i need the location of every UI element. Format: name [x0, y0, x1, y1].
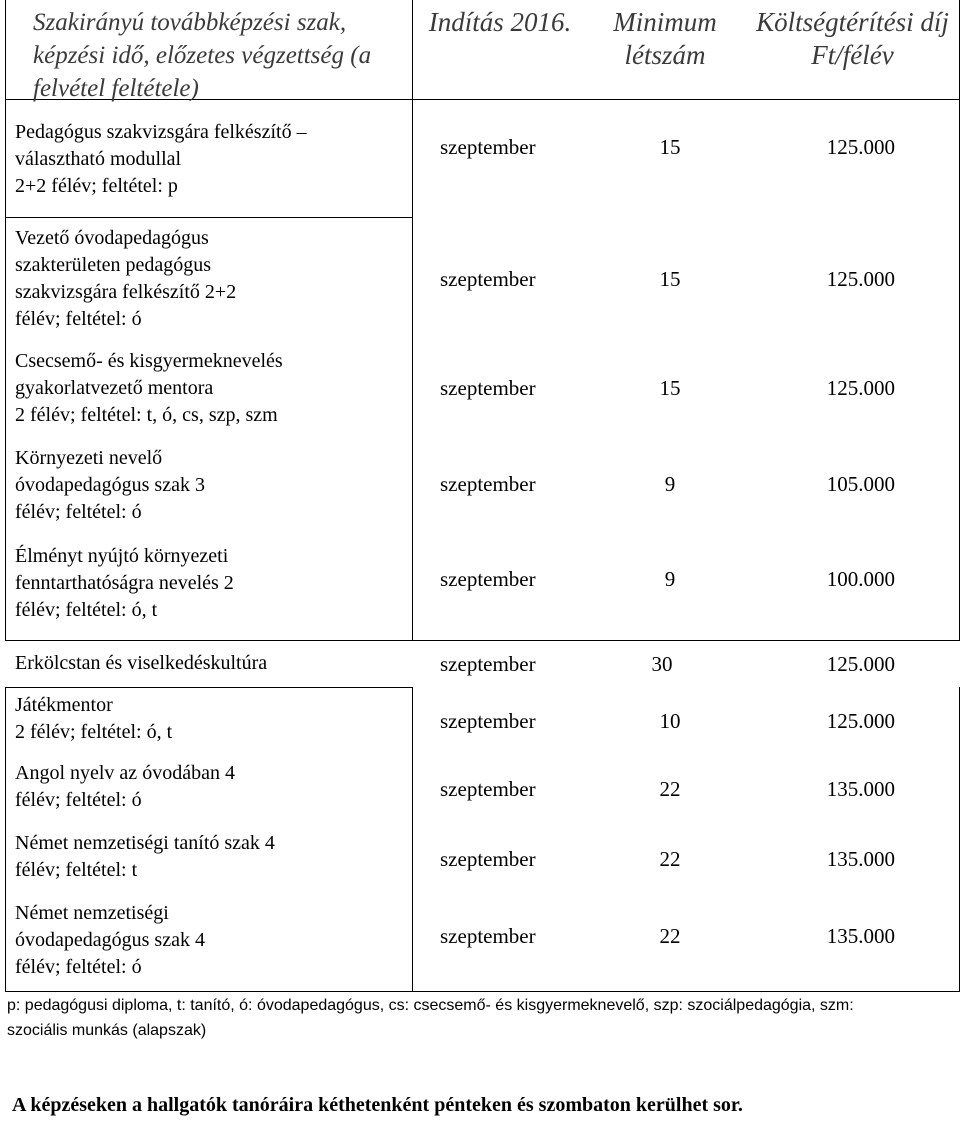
divider — [5, 217, 413, 218]
row-cost: 125.000 — [826, 376, 895, 400]
row-program: Német nemzetiségi tanító szak 4 félév; feltétel: t — [15, 832, 275, 881]
header-min-headcount: Minimum létszám — [613, 7, 717, 70]
row-cost: 135.000 — [826, 847, 895, 871]
header-start: Indítás 2016. — [428, 7, 572, 37]
row-cost: 100.000 — [826, 567, 895, 591]
row-cost: 125.000 — [826, 709, 895, 733]
row-program: Pedagógus szakvizsgára felkészítő – választható modullal 2+2 félév; feltétel: p — [15, 121, 307, 197]
column-divider — [412, 0, 413, 640]
row-start: szeptember — [440, 567, 536, 591]
row-start: szeptember — [440, 652, 536, 676]
closing-note: A képzéseken a hallgatók tanóráira kéthetenként pénteken és szombaton kerülhet sor. — [12, 1094, 743, 1116]
row-program: Erkölcstan és viselkedéskultúra — [15, 652, 268, 674]
row-start: szeptember — [440, 376, 536, 400]
row-min: 15 — [659, 376, 681, 400]
row-program: Angol nyelv az óvodában 4 félév; feltétel: ó — [15, 762, 235, 811]
row-program: Játékmentor 2 félév; feltétel: ó, t — [15, 694, 173, 743]
divider — [5, 640, 960, 641]
column-divider — [5, 100, 6, 640]
row-start: szeptember — [440, 777, 536, 801]
column-divider — [5, 687, 6, 992]
column-divider — [412, 687, 413, 992]
row-start: szeptember — [440, 924, 536, 948]
divider — [5, 687, 413, 688]
divider — [5, 991, 960, 992]
header-program: Szakirányú továbbképzési szak, képzési idő, előzetes végzettség (a felvétel feltétele) — [33, 9, 372, 102]
row-min: 15 — [659, 267, 681, 291]
row-cost: 125.000 — [826, 135, 895, 159]
row-cost: 135.000 — [826, 777, 895, 801]
row-cost: 125.000 — [826, 267, 895, 291]
row-program: Csecsemő- és kisgyermeknevelés gyakorlatvezető mentora 2 félév; feltétel: t, ó, cs, szp, szm — [15, 350, 283, 426]
row-program: Német nemzetiségi óvodapedagógus szak 4 félév; feltétel: ó — [15, 902, 205, 978]
row-min: 9 — [664, 472, 676, 496]
row-start: szeptember — [440, 709, 536, 733]
row-cost: 135.000 — [826, 924, 895, 948]
row-start: szeptember — [440, 267, 536, 291]
row-cost: 125.000 — [826, 652, 895, 676]
row-min: 22 — [659, 777, 681, 801]
footnote: p: pedagógusi diploma, t: tanító, ó: óvodapedagógus, cs: csecsemő- és kisgyermeknevelő, szp: szociálpedagógia, szm: szociális munkás (alapszak) — [7, 997, 854, 1039]
row-min: 22 — [659, 924, 681, 948]
header-cost: Költségtérítési díj Ft/félév — [756, 7, 949, 70]
row-cost: 105.000 — [826, 472, 895, 496]
row-program: Élményt nyújtó környezeti fenntarthatóságra nevelés 2 félév; feltétel: ó, t — [15, 545, 234, 621]
row-start: szeptember — [440, 847, 536, 871]
row-min: 15 — [659, 135, 681, 159]
row-start: szeptember — [440, 472, 536, 496]
row-min: 10 — [659, 709, 681, 733]
row-min: 9 — [664, 567, 676, 591]
row-program: Környezeti nevelő óvodapedagógus szak 3 félév; feltétel: ó — [15, 447, 205, 523]
row-program: Vezető óvodapedagógus szakterületen pedagógus szakvizsgára felkészítő 2+2 félév; feltétel: ó — [15, 227, 237, 330]
row-min: 22 — [659, 847, 681, 871]
row-start: szeptember — [440, 135, 536, 159]
row-min: 30 — [651, 652, 673, 676]
